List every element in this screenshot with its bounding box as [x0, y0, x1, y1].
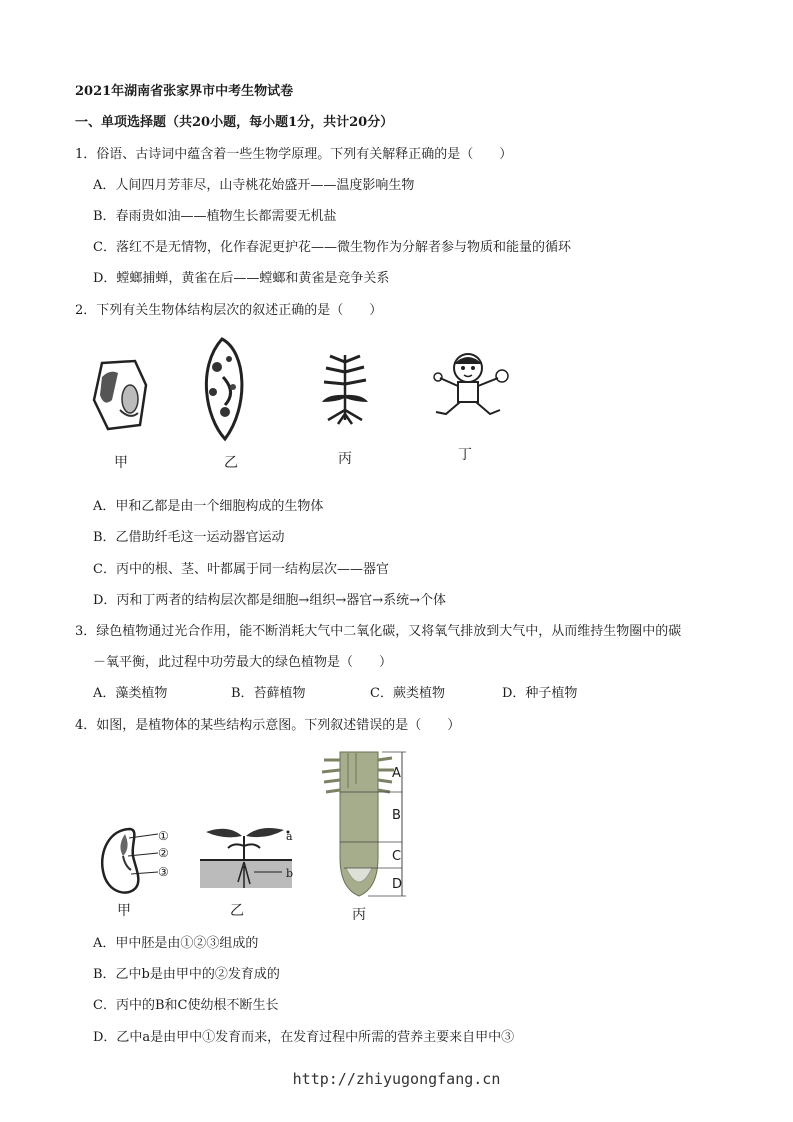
q3-stem-line1: 3．绿色植物通过光合作用，能不断消耗大气中二氧化碳，又将氧气排放到大气中，从而维持生物圈中的碳	[75, 624, 682, 639]
seed-mark-3: ③	[158, 865, 169, 879]
root-zone-d: D	[392, 877, 403, 892]
root-zone-a: A	[392, 766, 401, 781]
q3-option-d: D．种子植物	[502, 686, 578, 701]
q4-option-c: C．丙中的B和C使幼根不断生长	[93, 998, 279, 1013]
q4-label-jia: 甲	[117, 903, 131, 919]
q1-option-b: B．春雨贵如油——植物生长都需要无机盐	[93, 209, 337, 224]
q2-option-c: C．丙中的根、茎、叶都属于同一结构层次——器官	[93, 562, 389, 577]
q4-label-yi: 乙	[230, 903, 244, 919]
q2-stem: 2．下列有关生物体结构层次的叙述正确的是（ ）	[75, 303, 383, 318]
q3-option-b: B．苔藓植物	[231, 686, 306, 701]
seedling-mark-b: b	[286, 867, 294, 880]
q3-option-c: C．蕨类植物	[370, 686, 445, 701]
q2-option-a: A．甲和乙都是由一个细胞构成的生物体	[93, 499, 324, 514]
q4-option-d: D．乙中a是由甲中①发育而来，在发育过程中所需的营养主要来自甲中③	[93, 1030, 515, 1045]
q2-option-d: D．丙和丁两者的结构层次都是细胞→组织→器官→系统→个体	[93, 593, 446, 608]
q2-figure-paramecium-yi	[195, 337, 250, 442]
q2-label-yi: 乙	[224, 455, 238, 471]
q4-stem: 4．如图，是植物体的某些结构示意图。下列叙述错误的是（ ）	[75, 718, 461, 733]
exam-title: 2021年湖南省张家界市中考生物试卷	[75, 84, 294, 99]
seed-mark-1: ①	[158, 829, 169, 843]
section-heading: 一、单项选择题（共20小题，每小题1分，共计20分）	[75, 115, 394, 130]
q3-option-a: A．藻类植物	[93, 686, 168, 701]
q4-label-bing: 丙	[352, 907, 366, 923]
root-zone-c: C	[392, 849, 402, 864]
q2-label-ding: 丁	[458, 447, 472, 463]
q1-option-d: D．螳螂捕蝉，黄雀在后——螳螂和黄雀是竞争关系	[93, 271, 390, 286]
q2-label-bing: 丙	[338, 451, 352, 467]
q1-option-c: C．落红不是无情物，化作春泥更护花——微生物作为分解者参与物质和能量的循环	[93, 240, 571, 255]
q4-option-b: B．乙中b是由甲中的②发育成的	[93, 967, 280, 982]
root-zone-b: B	[392, 808, 401, 823]
seedling-mark-a: a	[286, 830, 293, 843]
seed-mark-2: ②	[158, 846, 169, 860]
q2-figure-plant-bing	[318, 350, 373, 425]
footer-url[interactable]: http://zhiyugongfang.cn	[292, 1070, 501, 1088]
q4-figure-seedling-yi	[198, 822, 298, 892]
q1-option-a: A．人间四月芳菲尽，山寺桃花始盛开——温度影响生物	[93, 178, 415, 193]
q2-figure-cell-jia	[90, 355, 150, 435]
q1-stem: 1．俗语、古诗词中蕴含着一些生物学原理。下列有关解释正确的是（ ）	[75, 147, 513, 162]
q4-option-a: A．甲中胚是由①②③组成的	[93, 936, 259, 951]
q4-figure-seed-jia	[95, 826, 185, 901]
q2-figure-child-ding	[428, 350, 513, 425]
q2-label-jia: 甲	[114, 455, 128, 471]
q2-option-b: B．乙借助纤毛这一运动器官运动	[93, 530, 285, 545]
q3-stem-line2: －氧平衡，此过程中功劳最大的绿色植物是（ ）	[93, 655, 393, 670]
